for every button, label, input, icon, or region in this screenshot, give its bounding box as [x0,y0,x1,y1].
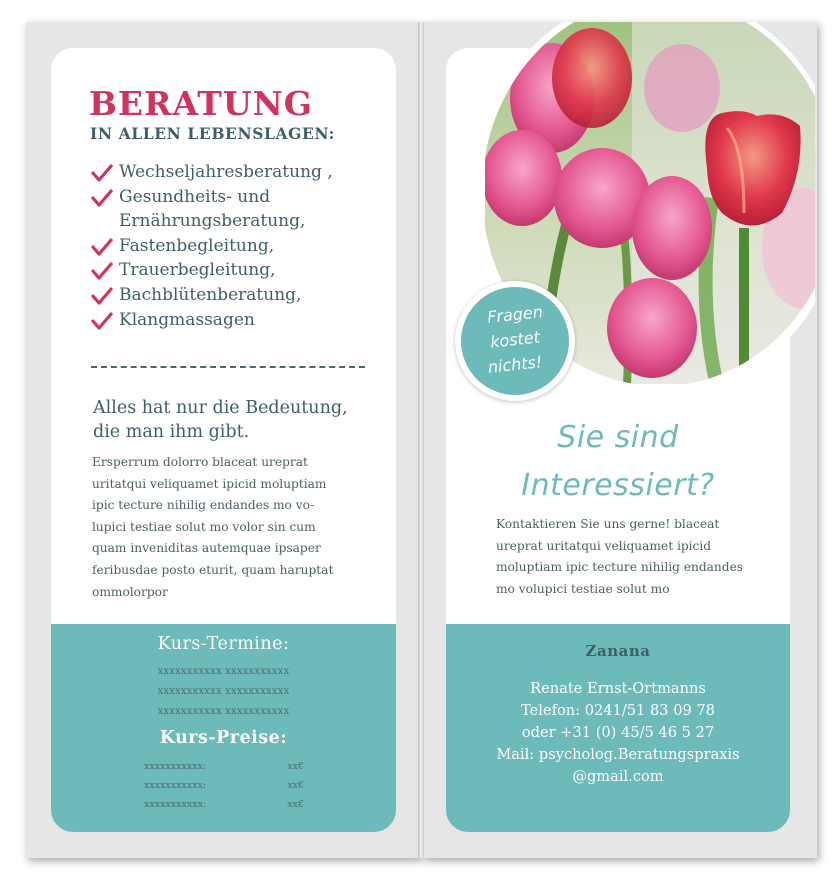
badge-line: nichts! [486,352,544,377]
price-label: xxxxxxxxxxx: [144,780,207,791]
service-label: Fastenbegleitung, [119,235,275,256]
body-line: lupici testiae solut mo volor sin cum [92,519,316,534]
price-row [144,780,304,791]
badge-line: kostet [489,327,541,352]
person-name: Renate Ernst-Ortmanns [530,680,706,697]
body-line: feribusdae posto eturit, quam haruptat [92,562,334,577]
list-item [91,234,391,259]
body-line: quam inveniditas autemquae ipsaper [92,541,321,556]
date-line: xxxxxxxxxxx xxxxxxxxxxx [157,666,290,677]
contact-text [496,514,776,600]
service-label: Klangmassagen [119,309,255,330]
quote-line: die man ihm gibt. [93,422,250,442]
left-panel [51,48,396,832]
price-row [144,799,304,810]
services-list [91,160,391,332]
headline-line: Interessiert? [521,468,715,503]
service-label: Gesundheits- und [119,186,271,207]
course-info-box [51,624,396,832]
body-line: ipic tecture nihilig endandes mo vo- [92,498,315,513]
email-line: @gmail.com [572,768,664,785]
checkmark-icon [91,189,113,207]
date-line: xxxxxxxxxxx xxxxxxxxxxx [157,706,290,717]
date-line: xxxxxxxxxxx xxxxxxxxxxx [157,686,290,697]
body-line: uritatqui veliquamet ipicid moluptiam [92,476,327,491]
checkmark-icon [91,164,113,182]
list-item [91,185,391,234]
phone-alt: oder +31 (0) 45/5 46 5 27 [521,724,715,741]
price-value: xx€ [287,780,304,791]
price-row [144,761,304,772]
list-item [91,308,391,333]
body-text [92,452,372,603]
contact-line: Kontaktieren Sie uns gerne! blaceat [496,517,720,531]
fold-crease [418,22,424,858]
service-label-cont: Ernährungsberatung, [119,211,306,232]
price-value: xx€ [287,761,304,772]
headline-line: Sie sind [557,420,679,455]
service-label: Trauerbegleitung, [119,260,276,281]
email-line: Mail: psycholog.Beratungspraxis [496,746,740,763]
page-title: BERATUNG [89,84,313,123]
firm-name: Zanana [585,642,651,660]
checkmark-icon [91,262,113,280]
dates-heading: Kurs-Termine: [157,634,290,654]
contact-line: ureprat uritatqui veliquamet ipicid [496,538,712,553]
price-label: xxxxxxxxxxx: [144,761,207,772]
quote-line: Alles hat nur die Bedeutung, [93,398,348,418]
free-question-badge [455,281,575,401]
quote [93,396,383,444]
checkmark-icon [91,287,113,305]
phone: Telefon: 0241/51 83 09 78 [521,702,715,719]
service-label: Wechseljahresberatung , [119,162,333,182]
price-value: xx€ [287,799,304,810]
checkmark-icon [91,238,113,256]
prices-heading: Kurs-Preise: [159,728,288,748]
price-label: xxxxxxxxxxx: [144,799,207,810]
badge-line: Fragen [486,302,544,327]
contact-line: moluptiam ipic tecture nihilig endandes [496,560,744,575]
body-line: Ersperrum dolorro blaceat ureprat [92,455,308,469]
body-line: ommolorpor [92,584,168,599]
page-subtitle: IN ALLEN LEBENSLAGEN: [90,124,335,143]
checkmark-icon [91,312,113,330]
contact-box [446,624,790,832]
list-item [91,160,391,185]
list-item [91,258,391,283]
list-item [91,283,391,308]
badge-inner [461,287,569,395]
service-label: Bachblütenberatung, [119,284,302,305]
dashed-divider [91,366,365,368]
contact-line: mo volupici testiae solut mo [496,581,670,596]
